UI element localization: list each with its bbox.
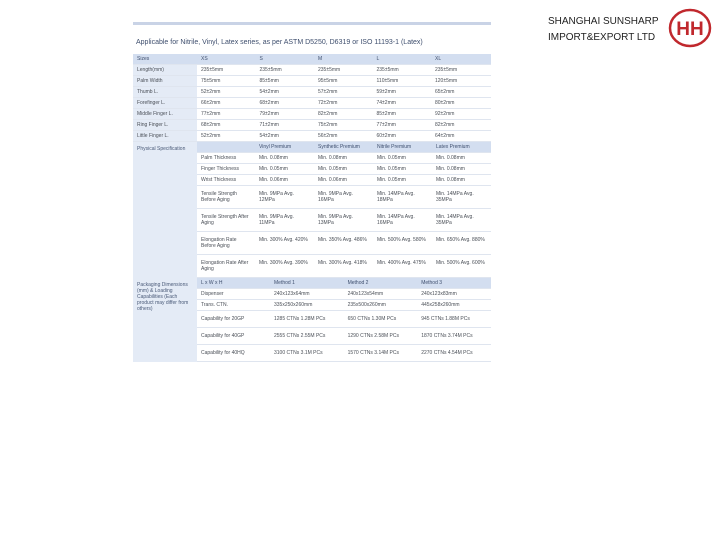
packaging-row-label: Trans. CTN. [201,302,229,308]
sizes-row [133,98,491,109]
sizes-value-cell: 235±5mm [318,67,341,73]
sizes-value-cell: 75±5mm [201,78,221,84]
sizes-value-cell: 52±2mm [201,133,221,139]
sizes-value-cell: 235±5mm [435,67,458,73]
physical-header-cell: Nitrile Premium [377,144,412,150]
company-name-line2: IMPORT&EXPORT LTD [548,32,656,43]
sizes-value-cell: 82±2mm [435,122,455,128]
spec-heading: Applicable for Nitrile, Vinyl, Latex series, as per ASTM D5250, D6319 or ISO 11193-1 (Latex) [136,39,423,46]
sizes-value-cell: 120±5mm [435,78,458,84]
physical-value-cell: Min. 0.05mm [377,177,406,183]
sizes-header-cell: XL [435,56,442,62]
sizes-header-cell: Sizes [137,56,150,62]
physical-row-label: Palm Thickness [201,155,237,161]
packaging-value-cell: 2270 CTNs 4.54M PCs [421,350,473,356]
sizes-row-label: Forefinger L. [133,98,197,108]
physical-value-cell: Min. 9MPa Avg. 16MPa [318,191,353,203]
physical-value-cell: Min. 9MPa Avg. 13MPa [318,214,353,226]
physical-value-cell: Min. 300% Avg. 390% [259,260,308,266]
sizes-value-cell: 60±2mm [376,133,396,139]
physical-header-row [197,142,491,153]
packaging-value-cell: 1870 CTNs 3.74M PCs [421,333,473,339]
physical-value-cell: Min. 300% Avg. 418% [318,260,367,266]
sizes-header-cell: M [318,56,323,62]
physical-row [197,232,491,255]
sizes-header-row [133,54,491,65]
physical-row [197,153,491,164]
sizes-value-cell: 72±2mm [318,100,338,106]
packaging-value-cell: 1570 CTNs 3.14M PCs [347,350,400,356]
physical-value-cell: Min. 14MPa Avg. 16MPa [377,214,415,226]
packaging-value-cell: 650 CTNs 1.30M PCs [347,316,397,322]
physical-row-label: Elongation Rate Before Aging [201,237,237,249]
physical-header-cell: Vinyl Premium [259,144,292,150]
sizes-value-cell: 235±5mm [376,67,399,73]
packaging-section [133,278,491,362]
sizes-value-cell: 68±2mm [201,122,221,128]
sizes-value-cell: 79±2mm [259,111,279,117]
packaging-row-label: Capability for 40GP [201,333,245,339]
physical-row [197,209,491,232]
physical-value-cell: Min. 0.08mm [318,155,347,161]
physical-value-cell: Min. 500% Avg. 600% [436,260,485,266]
sizes-value-cell: 56±2mm [318,133,338,139]
packaging-label: Packaging Dimensions (mm) & Loading Capabilities (Each product may differ from others) [133,278,197,362]
packaging-row-label: Capability for 20GP [201,316,245,322]
physical-value-cell: Min. 350% Avg. 486% [318,237,367,243]
physical-value-cell: Min. 300% Avg. 420% [259,237,308,243]
physical-value-cell: Min. 0.05mm [318,166,347,172]
sizes-value-cell: 57±2mm [318,89,338,95]
sizes-row-label: Length(mm) [133,65,197,75]
packaging-value-cell: 240x123x64mm [274,291,310,297]
sizes-row [133,131,491,142]
physical-value-cell: Min. 0.05mm [259,166,288,172]
physical-row-label: Wrist Thickness [201,177,237,183]
packaging-value-cell: 240x123x83mm [421,291,457,297]
sizes-value-cell: 54±2mm [259,133,279,139]
sizes-value-cell: 85±2mm [376,111,396,117]
sizes-value-cell: 66±2mm [201,100,221,106]
sizes-value-cell: 64±2mm [435,133,455,139]
physical-row [197,186,491,209]
packaging-row [197,300,491,311]
sizes-value-cell: 59±2mm [376,89,396,95]
sizes-row-label: Little Finger L. [133,131,197,141]
physical-row [197,175,491,186]
packaging-value-cell: 235x500x260mm [347,302,386,308]
sizes-value-cell: 71±2mm [259,122,279,128]
sizes-value-cell: 85±5mm [259,78,279,84]
physical-header-cell: Latex Premium [436,144,470,150]
packaging-value-cell: 240x123x54mm [347,291,384,297]
packaging-value-cell: 1285 CTNs 1.28M PCs [274,316,326,322]
physical-header-cell: Synthetic Premium [318,144,360,150]
physical-row-label: Tensile Strength Before Aging [201,191,237,203]
company-logo [668,8,712,48]
sizes-row [133,109,491,120]
sizes-value-cell: 75±2mm [318,122,338,128]
packaging-value-cell: 945 CTNs 1.88M PCs [421,316,470,322]
physical-value-cell: Min. 0.05mm [377,155,406,161]
packaging-header-row [197,278,491,289]
packaging-value-cell: 335x250x260mm [274,302,313,308]
sizes-header-cell: XS [201,56,208,62]
sizes-value-cell: 65±2mm [435,89,455,95]
sizes-header-cell: L [376,56,380,62]
physical-label: Physical Specification [133,142,197,278]
packaging-value-cell: 2555 CTNs 2.55M PCs [274,333,326,339]
packaging-row [197,345,491,362]
sizes-row-label: Middle Finger L. [133,109,197,119]
physical-value-cell: Min. 0.05mm [377,166,406,172]
sizes-row [133,120,491,131]
physical-value-cell: Min. 0.08mm [259,155,288,161]
packaging-value-cell: 445x258x260mm [421,302,460,308]
sizes-value-cell: 77±2mm [201,111,221,117]
physical-value-cell: Min. 0.08mm [436,177,465,183]
physical-row [197,164,491,175]
physical-row-label: Elongation Rate After Aging [201,260,249,272]
physical-value-cell: Min. 0.06mm [259,177,288,183]
packaging-value-cell: 3100 CTNs 3.1M PCs [274,350,323,356]
packaging-row-label: Capability for 40HQ [201,350,245,356]
sizes-value-cell: 77±2mm [376,122,396,128]
sizes-value-cell: 235±5mm [201,67,224,73]
physical-row-label: Finger Thickness [201,166,239,172]
physical-value-cell: Min. 0.08mm [436,166,465,172]
sizes-row [133,87,491,98]
packaging-header-cell: L x W x H [201,280,223,286]
physical-value-cell: Min. 9MPa Avg. 11MPa [259,214,294,226]
sizes-row [133,65,491,76]
physical-value-cell: Min. 9MPa Avg. 12MPa [259,191,294,203]
physical-value-cell: Min. 0.08mm [436,155,465,161]
sizes-value-cell: 80±2mm [435,100,455,106]
packaging-row-label: Dispenser [201,291,224,297]
physical-value-cell: Min. 500% Avg. 580% [377,237,426,243]
physical-value-cell: Min. 650% Avg. 880% [436,237,485,243]
physical-row-label: Tensile Strength After Aging [201,214,249,226]
sizes-row-label: Thumb L. [133,87,197,97]
sizes-value-cell: 235±5mm [259,67,282,73]
sizes-row-label: Palm Width [133,76,197,86]
sizes-row-label: Ring Finger L. [133,120,197,130]
sizes-value-cell: 110±5mm [376,78,399,84]
sizes-value-cell: 74±2mm [376,100,396,106]
physical-header-cell [197,142,255,152]
physical-section [133,142,491,278]
sizes-value-cell: 54±2mm [259,89,279,95]
sizes-value-cell: 92±2mm [435,111,455,117]
sizes-value-cell: 52±2mm [201,89,221,95]
physical-value-cell: Min. 14MPa Avg. 18MPa [377,191,415,203]
packaging-row [197,311,491,328]
packaging-header-cell: Method 3 [421,280,443,286]
top-rule [133,22,491,25]
packaging-row [197,289,491,300]
physical-value-cell: Min. 14MPa Avg. 35MPa [436,214,474,226]
spec-table [133,54,491,362]
sizes-header-cell: S [259,56,263,62]
sizes-value-cell: 68±2mm [259,100,279,106]
packaging-row [197,328,491,345]
logo-text: HH [676,19,704,40]
sizes-row [133,76,491,87]
packaging-header-cell: Method 2 [347,280,369,286]
sizes-value-cell: 95±5mm [318,78,338,84]
sizes-section [133,54,491,142]
packaging-value-cell: 1290 CTNs 2.58M PCs [347,333,400,339]
physical-value-cell: Min. 14MPa Avg. 35MPa [436,191,474,203]
company-name [548,14,678,46]
physical-row [197,255,491,278]
physical-value-cell: Min. 400% Avg. 475% [377,260,426,266]
sizes-value-cell: 82±2mm [318,111,338,117]
company-name-line1: SHANGHAI SUNSHARP [548,16,659,27]
packaging-header-cell: Method 1 [274,280,295,286]
physical-value-cell: Min. 0.06mm [318,177,347,183]
